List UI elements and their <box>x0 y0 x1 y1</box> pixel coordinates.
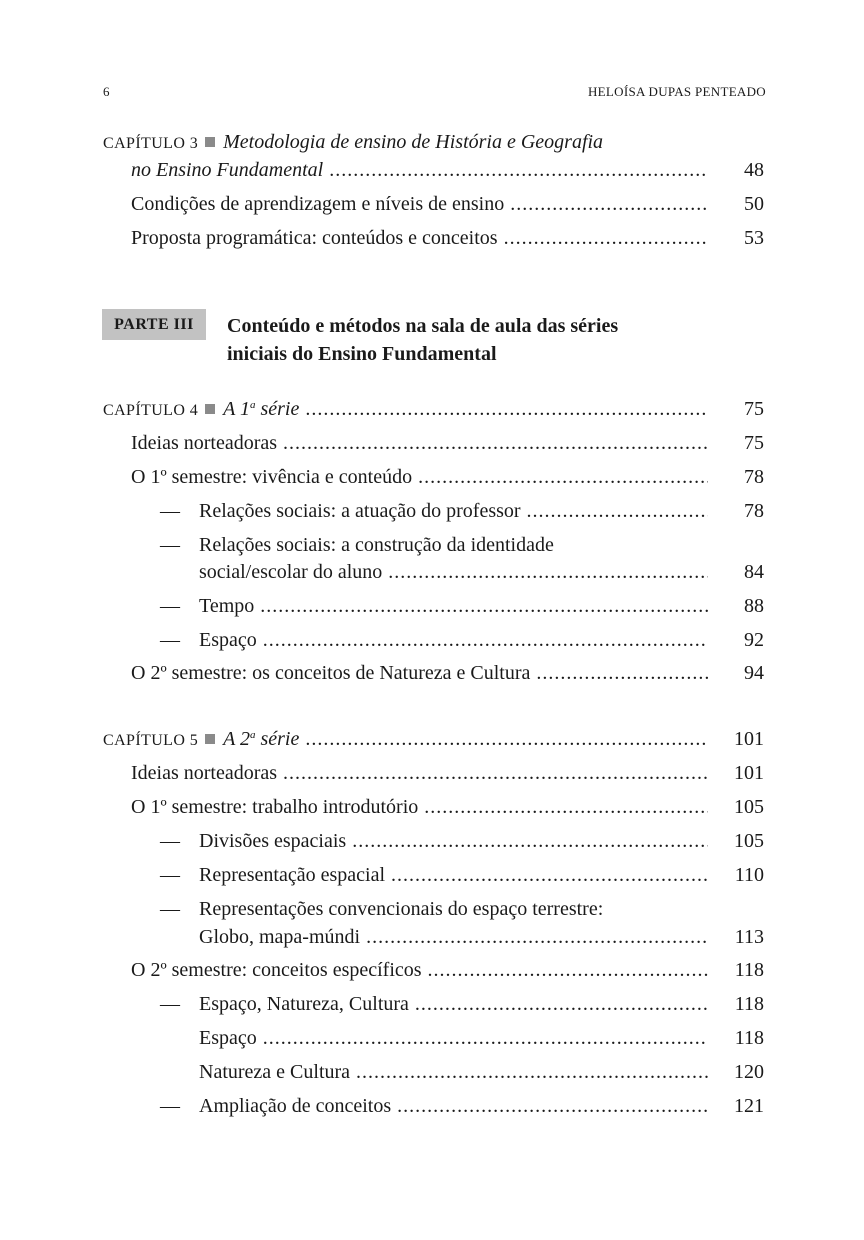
dot-leader <box>422 959 708 981</box>
chapter-4-label: CAPÍTULO 4 <box>103 402 199 419</box>
dot-leader <box>360 926 708 948</box>
toc-entry-text: Divisões espaciais <box>199 830 347 852</box>
chapter-5-label: CAPÍTULO 5 <box>103 732 199 749</box>
dot-leader <box>504 193 708 215</box>
toc-entry-text-continued: Globo, mapa-múndi <box>199 926 361 948</box>
toc-entry-text: Espaço <box>199 1027 257 1049</box>
em-dash: — <box>160 1095 180 1117</box>
dot-leader <box>530 662 708 684</box>
toc-entry-text: Proposta programática: conteúdos e conceitos <box>131 227 498 249</box>
page-ref: 120 <box>734 1061 764 1083</box>
dot-leader <box>391 1095 708 1117</box>
toc-entry-text: O 2º semestre: conceitos específicos <box>131 959 422 981</box>
toc-entry[interactable] <box>131 794 708 820</box>
dot-leader <box>254 595 708 617</box>
em-dash: — <box>160 898 180 920</box>
toc-subentry[interactable] <box>199 924 708 950</box>
page-ref: 78 <box>744 500 764 522</box>
toc-entry-text: Representação espacial <box>199 864 386 886</box>
square-bullet-icon <box>205 137 215 147</box>
page-ref: 118 <box>734 993 764 1015</box>
running-author: HELOÍSA DUPAS PENTEADO <box>587 84 766 99</box>
page-ref: 105 <box>734 796 764 818</box>
square-bullet-icon <box>205 404 215 414</box>
toc-entry[interactable] <box>131 191 708 217</box>
dot-leader <box>323 159 708 181</box>
page-ref: 101 <box>734 762 764 784</box>
em-dash: — <box>160 830 180 852</box>
toc-subentry[interactable] <box>199 627 708 653</box>
toc-entry-text: Ampliação de conceitos <box>199 1095 392 1117</box>
page-ref: 84 <box>744 561 764 583</box>
chapter-3-heading[interactable] <box>103 129 603 155</box>
dot-leader <box>350 1061 708 1083</box>
chapter-3-title-line2: no Ensino Fundamental <box>131 159 324 181</box>
page-ref: 75 <box>744 432 764 454</box>
chapter-5-title <box>223 728 299 750</box>
page-ref: 121 <box>734 1095 764 1117</box>
chapter-5-title-suffix: série <box>255 728 300 750</box>
em-dash: — <box>160 629 180 651</box>
chapter-4-title-suffix: série <box>255 398 300 420</box>
em-dash: — <box>160 500 180 522</box>
toc-entry-text: Espaço, Natureza, Cultura <box>199 993 409 1015</box>
dot-leader <box>385 864 708 886</box>
toc-subentry[interactable] <box>199 1093 708 1119</box>
page-ref: 88 <box>744 595 764 617</box>
toc-entry-text: O 1º semestre: vivência e conteúdo <box>131 466 413 488</box>
toc-entry-text: O 2º semestre: os conceitos de Natureza e Cultura <box>131 662 531 684</box>
toc-entry-text-continued: social/escolar do aluno <box>199 561 383 583</box>
page-ref: 94 <box>744 662 764 684</box>
toc-entry-text[interactable]: Relações sociais: a construção da identidade <box>199 534 554 556</box>
em-dash: — <box>160 534 180 556</box>
em-dash: — <box>160 864 180 886</box>
ordinal-superscript: a <box>249 729 256 741</box>
dot-leader <box>498 227 708 249</box>
page-ref: 118 <box>734 1027 764 1049</box>
dot-leader <box>277 432 708 454</box>
dot-leader <box>382 561 708 583</box>
part-badge: PARTE III <box>102 309 206 340</box>
dot-leader <box>418 796 708 818</box>
dot-leader <box>521 500 708 522</box>
chapter-5-title-text: A 2 <box>223 728 250 750</box>
toc-entry[interactable] <box>131 660 708 686</box>
toc-entry-text: Tempo <box>199 595 255 617</box>
part-title[interactable] <box>227 312 747 368</box>
toc-subentry[interactable] <box>199 498 708 524</box>
toc-subentry[interactable] <box>199 559 708 585</box>
chapter-4-title <box>223 398 299 420</box>
page-ref: 50 <box>744 193 764 215</box>
toc-entry-text: Ideias norteadoras <box>131 762 278 784</box>
toc-entry[interactable] <box>131 464 708 490</box>
toc-entry-text: O 1º semestre: trabalho introdutório <box>131 796 419 818</box>
ordinal-superscript: a <box>249 399 256 411</box>
toc-entry-text: Ideias norteadoras <box>131 432 278 454</box>
page-ref: 110 <box>734 864 764 886</box>
square-bullet-icon <box>205 734 215 744</box>
page-ref: 101 <box>734 728 764 750</box>
dot-leader <box>299 728 708 750</box>
dot-leader <box>277 762 708 784</box>
dot-leader <box>257 1027 708 1049</box>
page-ref: 48 <box>744 159 764 181</box>
toc-entry-text: Relações sociais: a atuação do professor <box>199 500 521 522</box>
toc-entry-text: Espaço <box>199 629 257 651</box>
toc-entry[interactable] <box>131 957 708 983</box>
page-ref: 78 <box>744 466 764 488</box>
toc-entry-text: Natureza e Cultura <box>199 1061 351 1083</box>
dot-leader <box>409 993 708 1015</box>
running-header <box>103 84 766 100</box>
toc-subentry[interactable] <box>199 1059 708 1085</box>
toc-entry-text: Condições de aprendizagem e níveis de ensino <box>131 193 505 215</box>
dot-leader <box>346 830 708 852</box>
dot-leader <box>412 466 708 488</box>
page-ref: 53 <box>744 227 764 249</box>
toc-subentry[interactable] <box>199 593 708 619</box>
page-ref: 75 <box>744 398 764 420</box>
part-title-line2: iniciais do Ensino Fundamental <box>227 343 497 365</box>
toc-entry[interactable] <box>131 225 708 251</box>
part-title-line1: Conteúdo e métodos na sala de aula das séries <box>227 315 619 337</box>
chapter-3-title-line1: Metodologia de ensino de História e Geografia <box>223 131 604 153</box>
chapter-4-title-text: A 1 <box>223 398 250 420</box>
page-ref: 113 <box>734 926 764 948</box>
em-dash: — <box>160 993 180 1015</box>
dot-leader <box>299 398 708 420</box>
toc-entry[interactable] <box>131 760 708 786</box>
toc-subentry[interactable] <box>199 862 708 888</box>
toc-entry-chapter-5[interactable] <box>103 726 708 752</box>
page-ref: 105 <box>734 830 764 852</box>
toc-subentry[interactable] <box>199 828 708 854</box>
chapter-3-label: CAPÍTULO 3 <box>103 135 199 152</box>
toc-subentry[interactable] <box>199 1025 708 1051</box>
toc-entry[interactable] <box>131 430 708 456</box>
page-ref: 118 <box>734 959 764 981</box>
toc-subentry[interactable] <box>199 991 708 1017</box>
page-number: 6 <box>103 84 110 99</box>
dot-leader <box>257 629 708 651</box>
em-dash: — <box>160 595 180 617</box>
page-ref: 92 <box>744 629 764 651</box>
toc-entry-chapter-4[interactable] <box>103 396 708 422</box>
toc-entry-text[interactable]: Representações convencionais do espaço terrestre: <box>199 898 604 920</box>
toc-entry-chapter-3[interactable] <box>131 157 708 183</box>
